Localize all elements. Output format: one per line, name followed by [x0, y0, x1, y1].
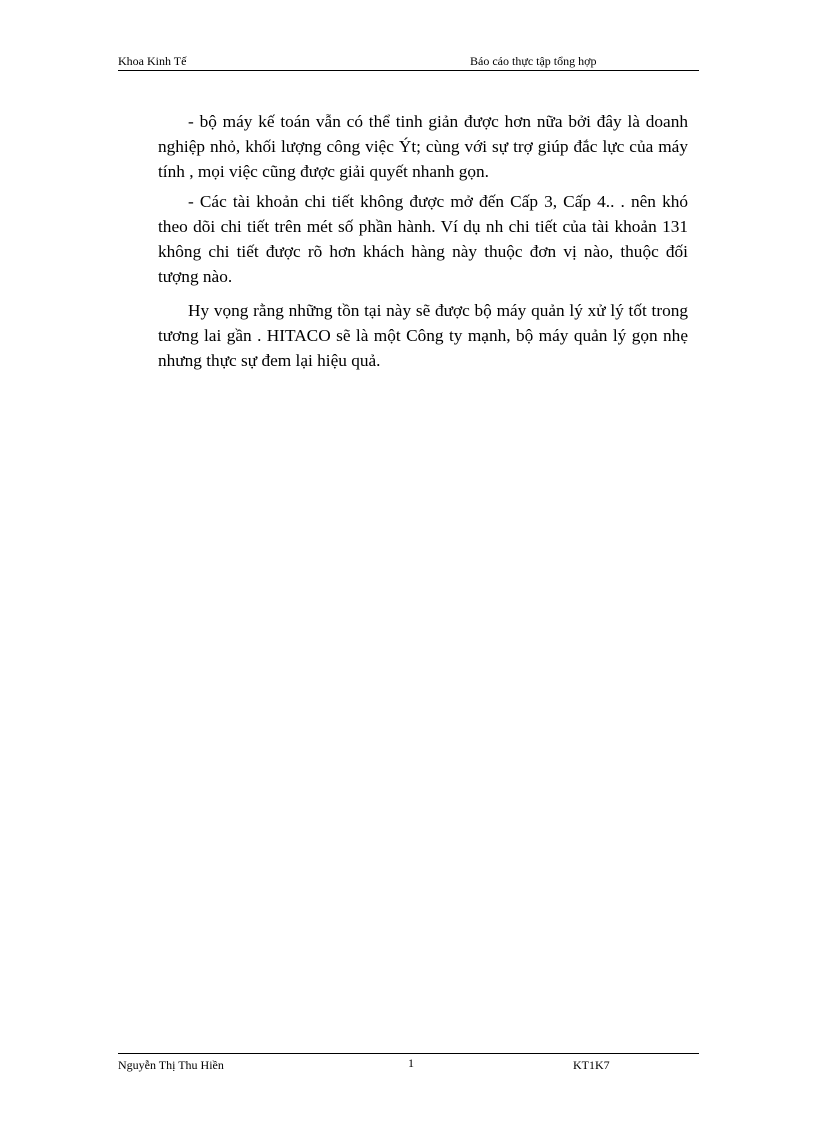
footer-class-code: KT1K7: [573, 1058, 610, 1072]
paragraph: - Các tài khoản chi tiết không được mở đến Cấp 3, Cấp 4.. . nên khó theo dõi chi tiết trên mét số phần hành. Ví dụ nh chi tiết của tài khoản 131 không chi tiết được rõ hơn khách hàng này thuộc đơn vị nào, thuộc đối tượng nào.: [158, 192, 688, 286]
paragraph: Hy vọng rằng những tồn tại này sẽ được bộ máy quản lý xử lý tốt trong tương lai gần . HITACO sẽ là một Công ty mạnh, bộ máy quản lý gọn nhẹ nhưng thực sự đem lại hiệu quả.: [158, 301, 688, 370]
document-body: [158, 109, 688, 378]
page-number: 1: [408, 1056, 414, 1070]
paragraph: - bộ máy kế toán vẫn có thể tinh giản được hơn nữa bởi đây là doanh nghiệp nhỏ, khối lượng công việc Ýt; cùng với sự trợ giúp đắc lực của máy tính , mọi việc cũng được giải quyết nhanh gọn.: [158, 112, 688, 181]
header-report-title: Báo cáo thực tập tổng hợp: [470, 54, 597, 68]
footer-author: Nguyễn Thị Thu Hiền: [118, 1058, 224, 1072]
page-footer: [118, 1053, 699, 1078]
page-header: [118, 52, 699, 71]
header-faculty: Khoa Kinh Tế: [118, 54, 187, 68]
